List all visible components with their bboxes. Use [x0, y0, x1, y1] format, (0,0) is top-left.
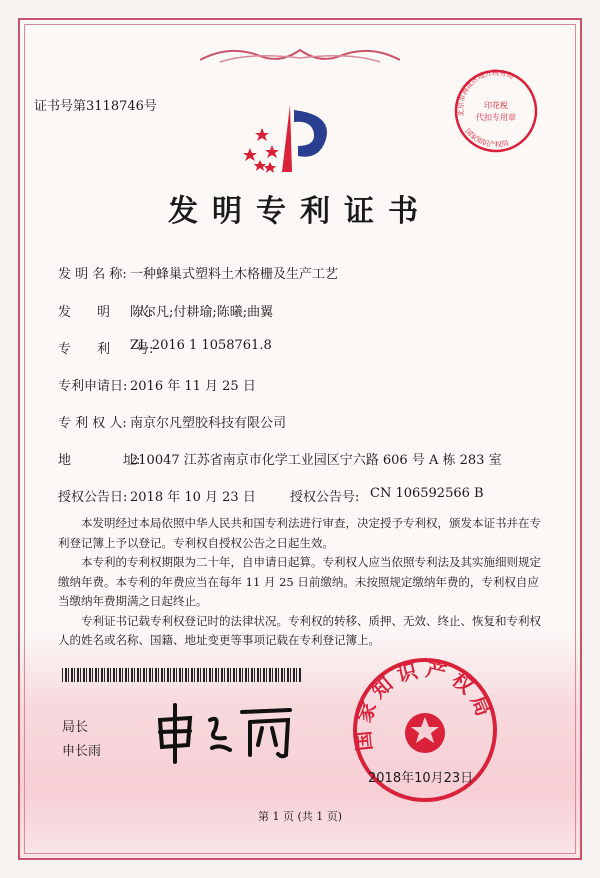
- field-value-invention-name: 一种蜂巢式塑料土木格栅及生产工艺: [130, 267, 339, 282]
- page-footer: 第 1 页 (共 1 页): [257, 810, 343, 823]
- paragraph-term: 本专利的专利权期限为二十年，自申请日起算。专利权人应当依照专利法及其实施细则规定缴纳年费。本专利的年费应当在每年 11 月 25 日前缴纳。未按照规定缴纳年费的，专利权自应当缴纳年费期满之日起终止。: [58, 555, 541, 608]
- paragraph-legal-status: 专利证书记载专利权登记时的法律状况。专利权的转移、质押、无效、终止、恢复和专利权人的姓名或名称、国籍、地址变更等事项记载在专利登记簿上。: [58, 613, 541, 647]
- certificate-number: 证书号第3118746号: [34, 99, 157, 114]
- certificate-title: 发明专利证书: [168, 194, 432, 229]
- svg-text:北京市海淀区地方税务局: 北京市海淀区地方税务局: [456, 68, 515, 117]
- field-label-invention-name: 发 明 名 称:: [58, 267, 127, 282]
- svg-text:印花税: 印花税: [484, 101, 508, 110]
- svg-text:国家知识产权局: 国家知识产权局: [463, 127, 510, 149]
- field-value-patentee: 南京尔凡塑胶科技有限公司: [130, 416, 287, 431]
- director-name: 申长雨: [62, 744, 102, 759]
- field-value-address: 210047 江苏省南京市化学工业园区宁六路 606 号 A 栋 283 室: [130, 453, 502, 468]
- tax-stamp-seal-icon: [440, 66, 552, 156]
- director-title: 局长: [62, 720, 89, 735]
- grant-number-value: CN 106592566 B: [370, 486, 484, 501]
- field-label-inventor: 发 明 人:: [58, 305, 154, 320]
- certificate-body: [58, 514, 548, 651]
- field-value-inventor: 陈尔凡;付耕瑜;陈曦;曲翼: [130, 305, 274, 320]
- field-value-patent-number: ZL 2016 1 1058761.8: [130, 338, 272, 353]
- field-label-address: 地 址:: [58, 453, 141, 468]
- grant-date-label: 授权公告日:: [58, 490, 128, 505]
- paragraph-grant: 本发明经过本局依照中华人民共和国专利法进行审查，决定授予专利权，颁发本证书并在专利登记簿上予以登记。专利权自授权公告之日起生效。: [58, 516, 541, 550]
- field-label-application-date: 专利申请日:: [58, 379, 128, 394]
- barcode: [62, 668, 302, 682]
- grant-date-value: 2018 年 10 月 23 日: [130, 490, 256, 505]
- seal-date: 2018年10月23日: [368, 771, 474, 786]
- grant-number-label: 授权公告号:: [290, 490, 360, 505]
- svg-text:国家知识产权局: 国家知识产权局: [350, 657, 499, 753]
- patent-office-emblem-icon: [240, 100, 340, 175]
- director-signature-icon: [150, 700, 300, 765]
- top-ornament-icon: [200, 44, 400, 66]
- svg-text:代扣专用章: 代扣专用章: [476, 113, 516, 122]
- field-label-patent-number: 专 利 号:: [58, 342, 154, 357]
- field-label-patentee: 专 利 权 人:: [58, 416, 127, 431]
- field-value-application-date: 2016 年 11 月 25 日: [130, 379, 256, 394]
